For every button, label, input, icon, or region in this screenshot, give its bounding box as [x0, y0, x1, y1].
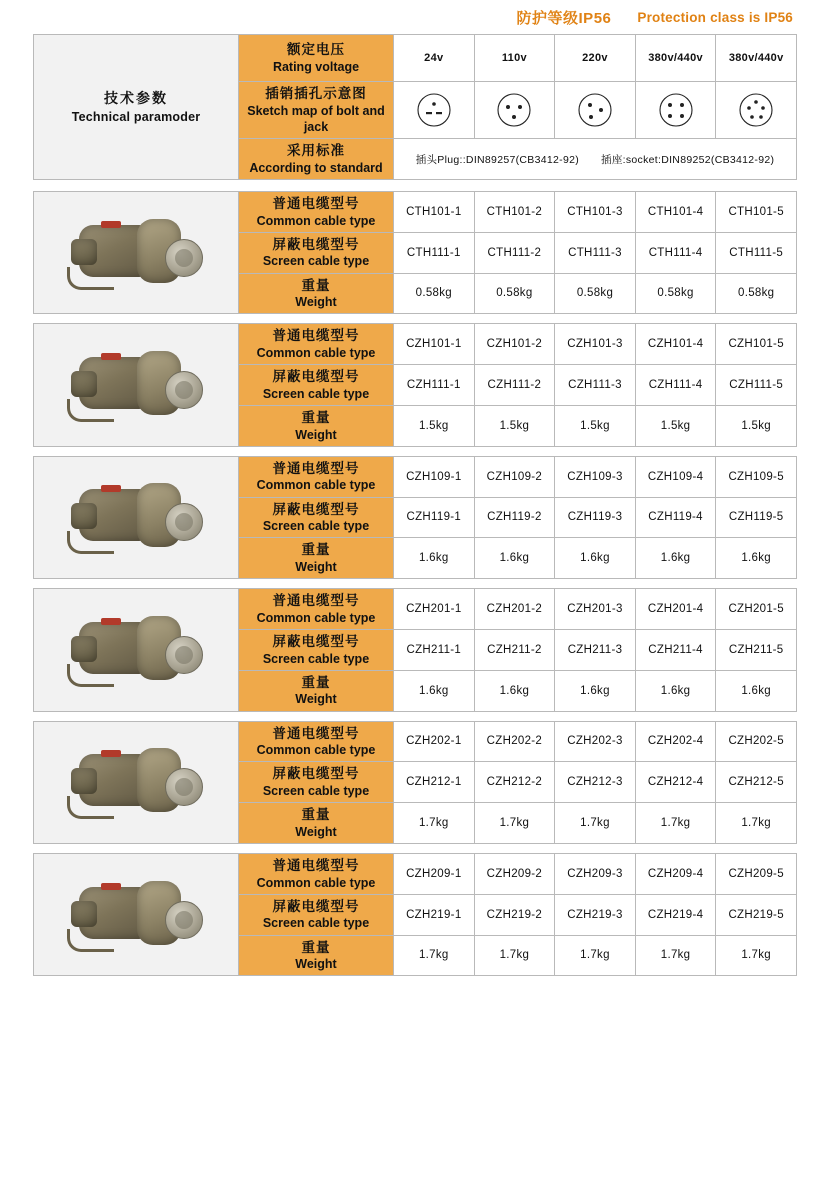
row-common-cable — [239, 589, 796, 630]
weight-cell: 1.6kg — [636, 671, 717, 711]
technical-parameter-rows — [239, 35, 796, 179]
pin-diagram-3pin-icon — [494, 90, 534, 130]
weight-cell: 1.6kg — [394, 538, 475, 578]
plug-cth101 — [34, 192, 239, 313]
label-screen-cable-cn: 屏蔽电缆型号 — [272, 236, 360, 252]
screen-cell: CZH219-2 — [475, 895, 556, 935]
common-cell: CTH101-3 — [555, 192, 636, 232]
sketch-cell-3pin-angled — [555, 82, 636, 138]
weight-cell: 1.5kg — [555, 406, 636, 446]
row-common-cable — [239, 854, 796, 895]
screen-cell: CZH219-3 — [555, 895, 636, 935]
label-common-cable-en: Common cable type — [256, 743, 376, 758]
label-common-cable — [239, 854, 394, 894]
weight-cell: 1.7kg — [475, 803, 556, 843]
socket-czh201 — [34, 589, 239, 710]
label-weight-cn: 重量 — [301, 277, 331, 293]
label-common-cable — [239, 722, 394, 762]
label-screen-cable-en: Screen cable type — [262, 254, 370, 269]
common-cell: CTH101-5 — [728, 205, 784, 218]
common-cell: CZH201-2 — [475, 589, 556, 629]
label-screen-cable-en: Screen cable type — [262, 783, 370, 798]
screen-cell: CZH211-1 — [394, 630, 475, 670]
cells-common-cable — [394, 589, 796, 629]
protection-class-cn: 防护等级IP56 — [516, 9, 612, 27]
cells-common-cable — [394, 854, 796, 894]
voltage-cell: 380v/440v — [636, 35, 717, 81]
row-standard — [239, 139, 796, 179]
label-common-cable-cn: 普通电缆型号 — [272, 460, 360, 476]
common-cell: CZH109-3 — [555, 457, 636, 497]
screen-cell: CTH111-3 — [555, 233, 636, 273]
label-common-cable-cn: 普通电缆型号 — [272, 196, 360, 211]
product-photo — [61, 861, 211, 969]
label-weight — [239, 406, 394, 446]
label-rating-voltage-en: Rating voltage — [272, 59, 360, 74]
common-cell: CZH201-4 — [636, 589, 717, 629]
socket-czh209 — [34, 854, 239, 975]
common-cell: CZH209-5 — [728, 867, 784, 880]
common-cell: CZH109-2 — [475, 457, 556, 497]
screen-cell: CZH211-4 — [636, 630, 717, 670]
cells-screen-cable — [394, 233, 796, 273]
label-weight — [239, 538, 394, 578]
cells-weight — [394, 406, 796, 446]
weight-cell: 0.58kg — [738, 287, 775, 300]
label-weight-cn: 重量 — [301, 939, 331, 955]
row-weight — [239, 671, 796, 711]
label-screen-cable — [239, 895, 394, 935]
screen-cell: CZH111-2 — [475, 365, 556, 405]
label-standard — [239, 139, 394, 179]
product-rows — [239, 457, 796, 578]
product-rows — [239, 589, 796, 710]
cells-common-cable — [394, 457, 796, 497]
label-screen-cable — [239, 630, 394, 670]
label-screen-cable-en: Screen cable type — [262, 519, 370, 534]
row-weight — [239, 538, 796, 578]
cells-weight — [394, 936, 796, 976]
standard-values — [394, 139, 796, 179]
weight-cell: 0.58kg — [555, 274, 636, 314]
common-cell: CZH101-5 — [728, 338, 784, 351]
technical-parameter-block — [33, 34, 797, 180]
product-block-2 — [33, 323, 797, 446]
product-block-1 — [33, 191, 797, 314]
weight-cell: 1.5kg — [741, 419, 771, 432]
label-weight — [239, 803, 394, 843]
common-cell: CZH109-1 — [394, 457, 475, 497]
common-cell: CZH101-3 — [555, 324, 636, 364]
label-weight-cn: 重量 — [301, 674, 331, 690]
weight-cell: 1.7kg — [741, 949, 771, 962]
screen-cell: CZH212-4 — [636, 762, 717, 802]
sketch-cell-2pin — [394, 82, 475, 138]
label-screen-cable-cn: 屏蔽电缆型号 — [272, 501, 360, 517]
cells-common-cable — [394, 192, 796, 232]
label-weight-en: Weight — [295, 295, 337, 310]
weight-cell: 0.58kg — [394, 274, 475, 314]
socket-czh109 — [34, 457, 239, 578]
label-common-cable-en: Common cable type — [256, 478, 376, 493]
label-weight — [239, 671, 394, 711]
label-weight-cn: 重量 — [301, 409, 331, 425]
weight-cell: 1.7kg — [394, 803, 475, 843]
row-common-cable — [239, 324, 796, 365]
pin-diagram-3pin-angled-icon — [575, 90, 615, 130]
weight-cell: 0.58kg — [475, 274, 556, 314]
label-weight-cn: 重量 — [301, 807, 331, 823]
label-weight — [239, 936, 394, 976]
label-screen-cable-cn: 屏蔽电缆型号 — [272, 898, 360, 914]
label-weight-en: Weight — [295, 957, 337, 972]
row-weight — [239, 936, 796, 976]
sketch-cell-3pin — [475, 82, 556, 138]
voltage-cell: 380v/440v — [728, 52, 784, 64]
screen-cell: CZH212-2 — [475, 762, 556, 802]
label-common-cable-cn: 普通电缆型号 — [272, 857, 360, 873]
row-screen-cable — [239, 498, 796, 539]
row-common-cable — [239, 192, 796, 233]
label-common-cable-en: Common cable type — [256, 213, 376, 228]
cells-sketch-map — [394, 82, 796, 138]
screen-cell: CZH111-1 — [394, 365, 475, 405]
label-standard-cn: 采用标准 — [287, 143, 345, 159]
common-cell: CTH101-4 — [636, 192, 717, 232]
product-photo — [61, 596, 211, 704]
weight-cell: 0.58kg — [636, 274, 717, 314]
label-screen-cable-cn: 屏蔽电缆型号 — [272, 633, 360, 649]
cells-standard — [394, 139, 796, 179]
screen-cell: CZH211-2 — [475, 630, 556, 670]
label-weight-cn: 重量 — [301, 542, 331, 558]
common-cell: CZH209-2 — [475, 854, 556, 894]
technical-parameter-title-cn: 技术参数 — [104, 89, 168, 106]
weight-cell: 1.7kg — [475, 936, 556, 976]
row-screen-cable — [239, 233, 796, 274]
sketch-cell-4pin — [636, 82, 717, 138]
screen-cell: CTH111-5 — [729, 246, 784, 259]
technical-parameter-title-en: Technical paramoder — [71, 110, 201, 125]
weight-cell: 1.7kg — [555, 803, 636, 843]
screen-cell: CZH119-5 — [728, 511, 784, 524]
weight-cell: 1.7kg — [741, 817, 771, 830]
product-rows — [239, 854, 796, 975]
label-common-cable-en: Common cable type — [256, 345, 376, 360]
weight-cell: 1.7kg — [636, 803, 717, 843]
weight-cell: 1.6kg — [394, 671, 475, 711]
screen-cell: CTH111-4 — [636, 233, 717, 273]
label-common-cable-cn: 普通电缆型号 — [272, 328, 360, 344]
product-rows — [239, 722, 796, 843]
label-weight-en: Weight — [295, 824, 337, 839]
weight-cell: 1.5kg — [394, 406, 475, 446]
label-screen-cable-cn: 屏蔽电缆型号 — [272, 369, 360, 385]
cells-screen-cable — [394, 498, 796, 538]
common-cell: CZH202-2 — [475, 722, 556, 762]
voltage-cell: 110v — [475, 35, 556, 81]
product-block-3 — [33, 456, 797, 579]
cells-screen-cable — [394, 762, 796, 802]
cells-weight — [394, 671, 796, 711]
screen-cell: CZH212-3 — [555, 762, 636, 802]
cells-rating-voltage — [394, 35, 796, 81]
screen-cell: CTH111-1 — [394, 233, 475, 273]
screen-cell: CZH111-5 — [729, 379, 784, 392]
label-weight — [239, 274, 394, 314]
screen-cell: CZH119-2 — [475, 498, 556, 538]
label-common-cable — [239, 192, 394, 232]
cells-weight — [394, 538, 796, 578]
row-weight — [239, 406, 796, 446]
common-cell: CZH209-3 — [555, 854, 636, 894]
common-cell: CZH202-3 — [555, 722, 636, 762]
label-common-cable — [239, 324, 394, 364]
weight-cell: 1.6kg — [636, 538, 717, 578]
label-sketch-map-cn: 插销插孔示意图 — [265, 85, 367, 101]
screen-cell: CZH219-4 — [636, 895, 717, 935]
label-weight-en: Weight — [295, 427, 337, 442]
weight-cell: 1.6kg — [475, 538, 556, 578]
product-photo — [61, 728, 211, 836]
cells-common-cable — [394, 722, 796, 762]
weight-cell: 1.7kg — [394, 936, 475, 976]
standard-plug: 插头Plug::DIN89257(CB3412-92) — [415, 153, 580, 166]
label-common-cable — [239, 457, 394, 497]
weight-cell: 1.7kg — [555, 936, 636, 976]
screen-cell: CZH212-1 — [394, 762, 475, 802]
screen-cell: CZH119-4 — [636, 498, 717, 538]
label-weight-en: Weight — [295, 692, 337, 707]
label-common-cable-cn: 普通电缆型号 — [272, 725, 360, 741]
common-cell: CZH101-4 — [636, 324, 717, 364]
common-cell: CZH201-1 — [394, 589, 475, 629]
row-rating-voltage — [239, 35, 796, 82]
common-cell: CZH209-1 — [394, 854, 475, 894]
label-screen-cable — [239, 365, 394, 405]
cells-screen-cable — [394, 365, 796, 405]
common-cell: CZH201-3 — [555, 589, 636, 629]
standard-socket: 插座:socket:DIN89252(CB3412-92) — [601, 153, 775, 166]
weight-cell: 1.6kg — [741, 684, 771, 697]
screen-cell: CZH119-1 — [394, 498, 475, 538]
label-screen-cable-en: Screen cable type — [262, 386, 370, 401]
socket-czh101 — [34, 324, 239, 445]
label-rating-voltage-cn: 额定电压 — [287, 42, 345, 58]
label-screen-cable-en: Screen cable type — [262, 651, 370, 666]
product-block-4 — [33, 588, 797, 711]
label-common-cable-en: Common cable type — [256, 875, 376, 890]
common-cell: CZH101-1 — [394, 324, 475, 364]
common-cell: CZH109-4 — [636, 457, 717, 497]
pin-diagram-2pin-icon — [414, 90, 454, 130]
weight-cell: 1.6kg — [475, 671, 556, 711]
row-common-cable — [239, 722, 796, 763]
row-screen-cable — [239, 630, 796, 671]
label-sketch-map-en: Sketch map of bolt and jack — [247, 103, 385, 134]
label-rating-voltage — [239, 35, 394, 81]
technical-parameter-title-cell — [34, 35, 239, 179]
common-cell: CZH202-4 — [636, 722, 717, 762]
screen-cell: CZH219-1 — [394, 895, 475, 935]
product-photo — [61, 463, 211, 571]
protection-class-en: Protection class is IP56 — [637, 9, 793, 25]
screen-cell: CZH111-4 — [636, 365, 717, 405]
page-header — [33, 0, 797, 34]
screen-cell: CTH111-2 — [475, 233, 556, 273]
label-screen-cable-cn: 屏蔽电缆型号 — [272, 766, 360, 782]
label-sketch-map — [239, 82, 394, 138]
common-cell: CTH101-1 — [394, 192, 475, 232]
label-weight-en: Weight — [295, 559, 337, 574]
screen-cell: CZH111-3 — [555, 365, 636, 405]
product-block-6 — [33, 853, 797, 976]
cells-weight — [394, 274, 796, 314]
weight-cell: 1.6kg — [555, 538, 636, 578]
socket-czh202 — [34, 722, 239, 843]
row-screen-cable — [239, 365, 796, 406]
weight-cell: 1.5kg — [636, 406, 717, 446]
label-common-cable-cn: 普通电缆型号 — [272, 593, 360, 609]
weight-cell: 1.6kg — [555, 671, 636, 711]
cells-screen-cable — [394, 630, 796, 670]
row-weight — [239, 803, 796, 843]
screen-cell: CZH211-5 — [728, 643, 784, 656]
common-cell: CZH202-1 — [394, 722, 475, 762]
row-weight — [239, 274, 796, 314]
common-cell: CZH109-5 — [728, 470, 784, 483]
sketch-cell-5pin — [716, 82, 796, 138]
cells-common-cable — [394, 324, 796, 364]
label-common-cable-en: Common cable type — [256, 610, 376, 625]
weight-cell: 1.5kg — [475, 406, 556, 446]
voltage-cell: 24v — [394, 35, 475, 81]
row-screen-cable — [239, 762, 796, 803]
pin-diagram-5pin-icon — [736, 90, 776, 130]
row-sketch-map — [239, 82, 796, 139]
common-cell: CZH209-4 — [636, 854, 717, 894]
label-screen-cable — [239, 762, 394, 802]
voltage-cell: 220v — [555, 35, 636, 81]
screen-cell: CZH219-5 — [728, 908, 784, 921]
label-common-cable — [239, 589, 394, 629]
cells-screen-cable — [394, 895, 796, 935]
product-blocks — [33, 191, 797, 976]
product-rows — [239, 192, 796, 313]
label-screen-cable — [239, 233, 394, 273]
weight-cell: 1.7kg — [636, 936, 717, 976]
row-common-cable — [239, 457, 796, 498]
screen-cell: CZH119-3 — [555, 498, 636, 538]
common-cell: CZH202-5 — [728, 735, 784, 748]
product-photo — [61, 199, 211, 307]
common-cell: CTH101-2 — [475, 192, 556, 232]
product-photo — [61, 331, 211, 439]
product-block-5 — [33, 721, 797, 844]
product-rows — [239, 324, 796, 445]
screen-cell: CZH211-3 — [555, 630, 636, 670]
label-screen-cable-en: Screen cable type — [262, 916, 370, 931]
pin-diagram-4pin-icon — [656, 90, 696, 130]
cells-weight — [394, 803, 796, 843]
common-cell: CZH101-2 — [475, 324, 556, 364]
label-standard-en: According to standard — [249, 160, 383, 175]
weight-cell: 1.6kg — [741, 552, 771, 565]
row-screen-cable — [239, 895, 796, 936]
common-cell: CZH201-5 — [728, 603, 784, 616]
screen-cell: CZH212-5 — [728, 776, 784, 789]
label-screen-cable — [239, 498, 394, 538]
